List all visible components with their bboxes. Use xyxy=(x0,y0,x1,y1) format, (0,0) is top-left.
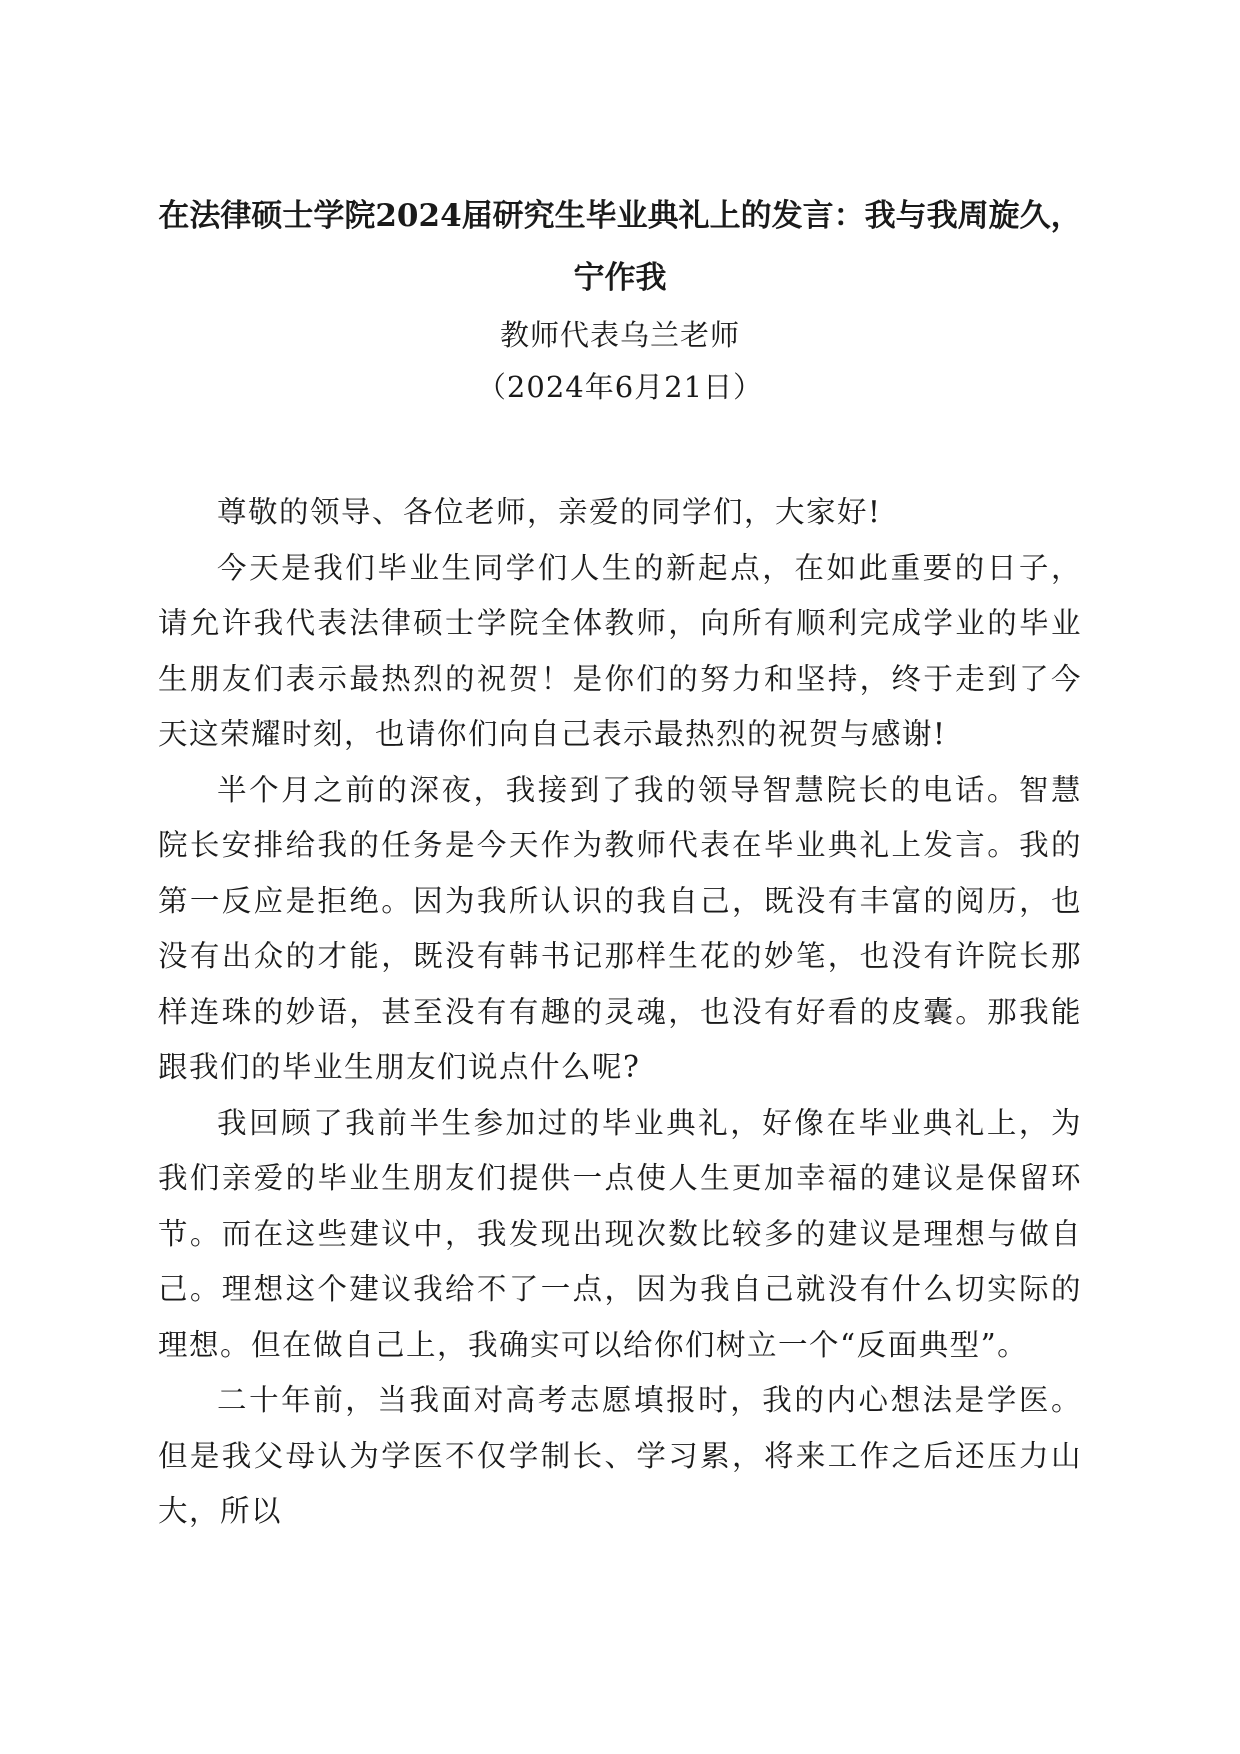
paragraph-greeting: 尊敬的领导、各位老师，亲爱的同学们，大家好! xyxy=(217,495,882,529)
paragraph: 半个月之前的深夜，我接到了我的领导智慧院长的电话。智慧院长安排给我的任务是今天作为教师代表在毕业典礼上发言。我的第一反应是拒绝。因为我所认识的我自己，既没有丰富的阅历，也没有出众的才能，既没有韩书记那样生花的妙笔，也没有许院长那样连珠的妙语，甚至没有有趣的灵魂，也没有好看的皮囊。那我能跟我们的毕业生朋友们说点什么呢? xyxy=(158,772,1082,1084)
document-page xyxy=(158,185,1082,1540)
paragraph: 今天是我们毕业生同学们人生的新起点，在如此重要的日子，请允许我代表法律硕士学院全体教师，向所有顺利完成学业的毕业生朋友们表示最热烈的祝贺！是你们的努力和坚持，终于走到了今天这荣耀时刻，也请你们向自己表示最热烈的祝贺与感谢! xyxy=(158,550,1082,751)
author-line: 教师代表乌兰老师 xyxy=(499,318,740,352)
paragraph: 我回顾了我前半生参加过的毕业典礼，好像在毕业典礼上，为我们亲爱的毕业生朋友们提供一点使人生更加幸福的建议是保留环节。而在这些建议中，我发现出现次数比较多的建议是理想与做自己。理想这个建议我给不了一点，因为我自己就没有什么切实际的理想。但在做自己上，我确实可以给你们树立一个“反面典型”。 xyxy=(158,1105,1082,1362)
paragraph: 二十年前，当我面对高考志愿填报时，我的内心想法是学医。但是我父母认为学医不仅学制长、学习累，将来工作之后还压力山大，所以 xyxy=(158,1383,1082,1528)
document-body xyxy=(158,485,1082,1540)
document-title: 在法律硕士学院2024届研究生毕业典礼上的发言：我与我周旋久，宁作我 xyxy=(158,198,1082,296)
date-line: （2024年6月21日） xyxy=(476,370,764,404)
